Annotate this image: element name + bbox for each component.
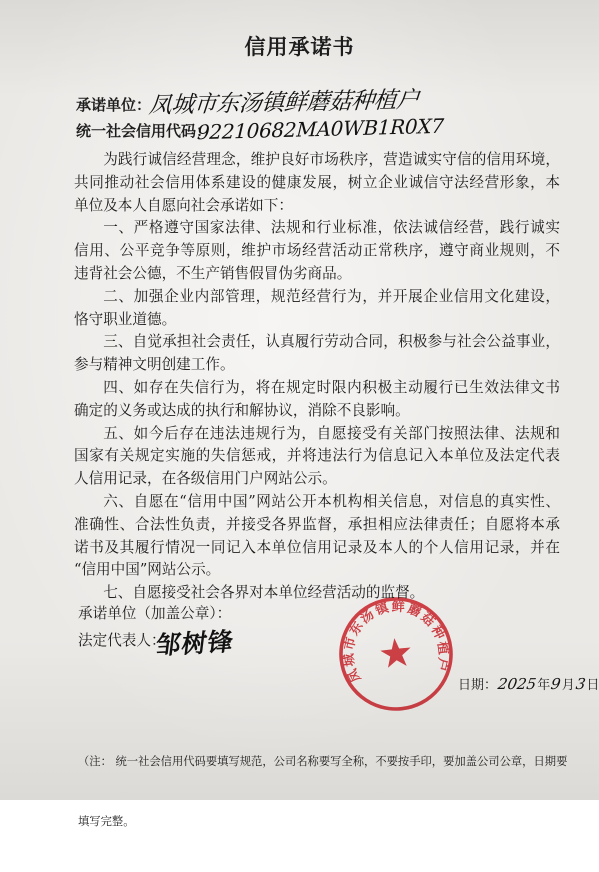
credit-code-handwritten: 92210682MA0WB1R0X7 (196, 113, 445, 145)
date-month-handwritten: 9 (549, 675, 563, 693)
document-title: 信用承诺书 (244, 34, 355, 59)
committing-unit-row (76, 84, 419, 117)
preamble-paragraph (74, 149, 560, 217)
paragraph-line: 违背社会公德，不生产销售假冒伪劣商品。 (74, 264, 352, 282)
clause-2 (74, 286, 560, 332)
paragraph-line: 五、如今后存在违法违规行为，自愿接受有关部门按照法律、法规和 (103, 424, 560, 442)
paragraph-line: 人信用记录，在各级信用门户网站公示。 (74, 470, 337, 488)
paragraph-line: 信用、公平竞争等原则，维护市场经营活动正常秩序，遵守商业规则，不 (74, 242, 560, 260)
clause-3 (74, 331, 560, 377)
date-row (458, 673, 599, 697)
paragraph-line: 四、如存在失信行为，将在规定时限内积极主动履行已生效法律文书 (103, 378, 560, 396)
clause-4 (74, 377, 560, 423)
date-label: 日期： (458, 678, 498, 693)
seal-star-icon (379, 636, 412, 668)
seal-text: 凤城市东汤镇鲜蘑菇种植户 (341, 599, 451, 685)
date-year-unit: 年 (537, 678, 551, 693)
paragraph-line: 七、自愿接受社会各界对本单位经营活动的监督。 (103, 584, 425, 602)
paragraph-line: 一、严格遵守国家法律、法规和行业标准，依法诚信经营，践行诚实 (103, 219, 560, 237)
date-day-unit: 日 (586, 678, 599, 693)
seal-label: 承诺单位（加盖公章）： (78, 605, 232, 622)
credit-code-label: 统一社会信用代码： (76, 122, 212, 140)
clause-6 (74, 491, 560, 582)
clause-1 (74, 217, 560, 285)
date-month-unit: 月 (561, 678, 575, 693)
paragraph-line: 确定的义务或达成的执行和解协议，消除不良影响。 (74, 401, 410, 419)
seal-text-wrapper (336, 593, 453, 685)
clause-7 (74, 582, 560, 605)
paragraph-line: 国家有关规定实施的失信惩戒，并将违法行为信息记入本单位及法定代表 (74, 447, 560, 465)
footnote (78, 712, 568, 872)
date-year-handwritten: 2025 (496, 675, 538, 693)
paragraph-line: 恪守职业道德。 (74, 310, 177, 328)
paragraph-line: 为践行诚信经营理念，维护良好市场秩序，营造诚实守信的信用环境， (103, 151, 560, 168)
paragraph-line: 共同推动社会信用体系建设的健康发展，树立企业诚信守法经营形象，本 (74, 173, 560, 191)
paragraph-line: 诺书及其履行情况一同记入本单位信用记录及本人的个人信用记录，并在 (74, 538, 560, 556)
paragraph-line: 参与精神文明创建工作。 (74, 356, 235, 374)
representative-signature: 邹树锋 (154, 626, 236, 661)
clause-5 (74, 423, 560, 491)
legal-representative-label: 法定代表人： (78, 632, 166, 649)
credit-code-row (76, 113, 445, 145)
paragraph-line: 六、自愿在“信用中国”网站公开本机构相关信息，对信息的真实性、 (103, 492, 560, 510)
paragraph-line: 三、自觉承担社会责任，认真履行劳动合同，积极参与社会公益事业， (103, 333, 560, 351)
committing-unit-label: 承诺单位： (76, 96, 152, 114)
commitment-body (74, 149, 560, 605)
paragraph-line: 单位及本人自愿向社会承诺如下： (74, 196, 293, 214)
footnote-line: 填写完整。 (78, 815, 135, 828)
footnote-line: （注： 统一社会信用代码要填写规范，公司名称要写全称，不要按手印，要加盖公司公章，日期要 (78, 755, 568, 768)
paragraph-line: 准确性、合法性负责，并接受各界监督，承担相应法律责任；自愿将本承 (74, 515, 560, 533)
paragraph-line: 二、加强企业内部管理，规范经营行为，并开展企业信用文化建设， (103, 287, 560, 305)
official-seal (330, 588, 462, 720)
date-day-handwritten: 3 (574, 675, 587, 693)
committing-unit-handwritten: 凤城市东汤镇鲜蘑菇种植户 (147, 87, 420, 119)
paragraph-line: “信用中国”网站公示。 (74, 561, 221, 579)
